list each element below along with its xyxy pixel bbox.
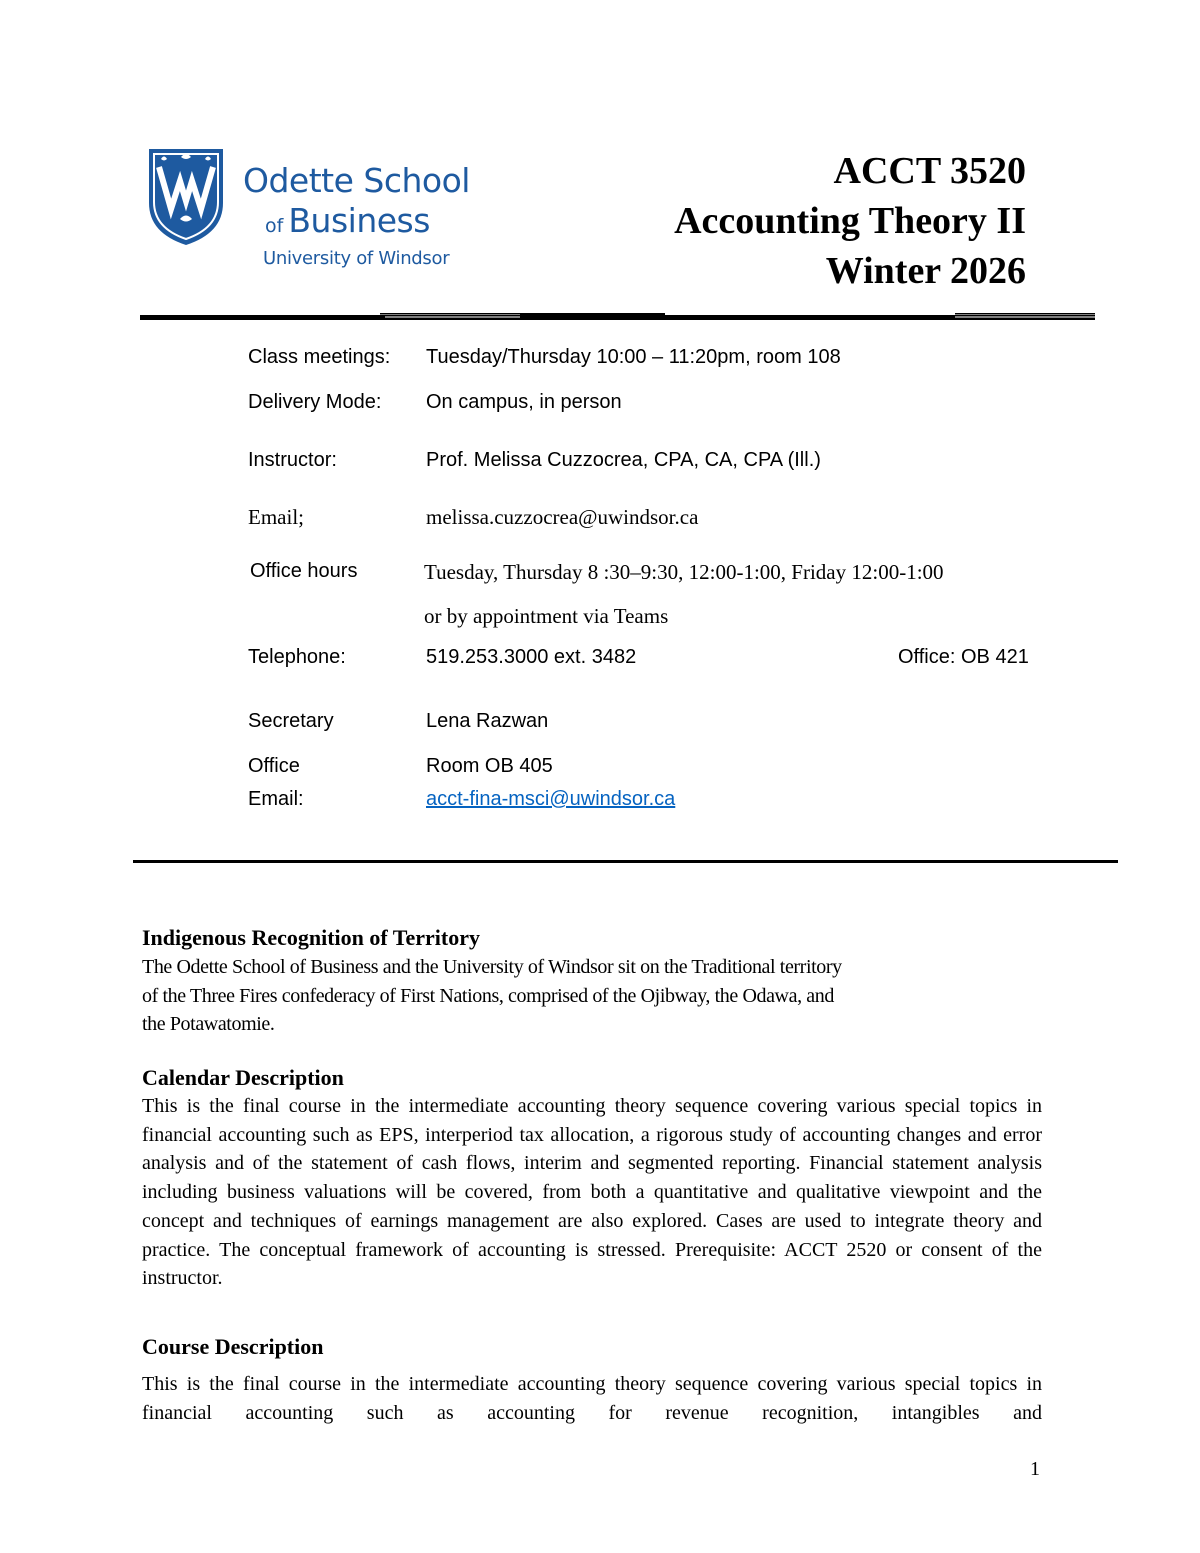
instructor-label: Instructor:: [248, 449, 337, 471]
class-meetings-value: Tuesday/Thursday 10:00 – 11:20pm, room 108: [426, 346, 841, 368]
office-value: Office: OB 421: [898, 646, 1029, 668]
class-meetings-label: Class meetings:: [248, 346, 391, 368]
odette-logo: [145, 145, 485, 275]
delivery-mode-label: Delivery Mode:: [248, 391, 382, 413]
instructor-email[interactable]: melissa.cuzzocrea@uwindsor.ca: [426, 505, 699, 529]
page-number: 1: [1030, 1458, 1040, 1480]
instructor-value: Prof. Melissa Cuzzocrea, CPA, CA, CPA (Ill.): [426, 449, 821, 471]
course-text: This is the final course in the intermediate accounting theory sequence covering various special topics in financial accounting such as accounting for revenue recognition, intangibles and: [142, 1373, 1042, 1424]
logo-business: Business: [288, 201, 430, 240]
secretary-office-value: Room OB 405: [426, 755, 553, 777]
office-hours-value: Tuesday, Thursday 8 :30–9:30, 12:00-1:00, Friday 12:00-1:00: [424, 560, 944, 584]
telephone-label: Telephone:: [248, 646, 346, 668]
office-hours-label: Office hours: [250, 560, 358, 582]
course-code: ACCT 3520: [833, 150, 1026, 192]
indigenous-line-2: of the Three Fires confederacy of First Nations, comprised of the Ojibway, the Odawa, and: [142, 984, 834, 1007]
course-heading: Course Description: [142, 1334, 324, 1359]
calendar-heading: Calendar Description: [142, 1065, 344, 1090]
telephone-value: 519.253.3000 ext. 3482: [426, 646, 637, 668]
delivery-mode-value: On campus, in person: [426, 391, 622, 413]
info-divider: [133, 860, 1118, 863]
email-label: Email;: [248, 505, 304, 529]
logo-university: University of Windsor: [263, 248, 450, 269]
course-name: Accounting Theory II: [674, 200, 1026, 242]
header-divider: [140, 313, 1095, 321]
secretary-office-label: Office: [248, 755, 300, 777]
logo-of: of: [265, 215, 284, 237]
indigenous-line-1: The Odette School of Business and the University of Windsor sit on the Traditional territory: [142, 956, 842, 978]
university-crest-icon: [145, 145, 227, 247]
calendar-text: This is the final course in the intermediate accounting theory sequence covering various special topics in financial accounting such as EPS, interperiod tax allocation, a rigorous study of accounting changes and error analysis and of the statement of cash flows, interim and segmented reporting. Financial statement analysis including business valuations will be covered, from both a quantitative and qualitative viewpoint and the concept and techniques of earnings management are also explored. Cases are used to integrate theory and practice. The conceptual framework of accounting is stressed. Prerequisite: ACCT 2520 or consent of the instructor.: [142, 1095, 1042, 1290]
secretary-email-label: Email:: [248, 788, 304, 810]
logo-business-line: [265, 201, 430, 240]
logo-school-name: Odette School: [243, 161, 470, 200]
indigenous-text: [142, 953, 1042, 1039]
secretary-label: Secretary: [248, 710, 334, 732]
indigenous-line-3: the Potawatomie.: [142, 1013, 275, 1036]
course-term: Winter 2026: [825, 250, 1026, 292]
secretary-email-link[interactable]: acct-fina-msci@uwindsor.ca: [426, 788, 676, 810]
secretary-value: Lena Razwan: [426, 710, 549, 732]
indigenous-heading: Indigenous Recognition of Territory: [142, 925, 480, 950]
office-hours-value-2: or by appointment via Teams: [424, 604, 669, 628]
course-title-block: [674, 146, 1026, 296]
